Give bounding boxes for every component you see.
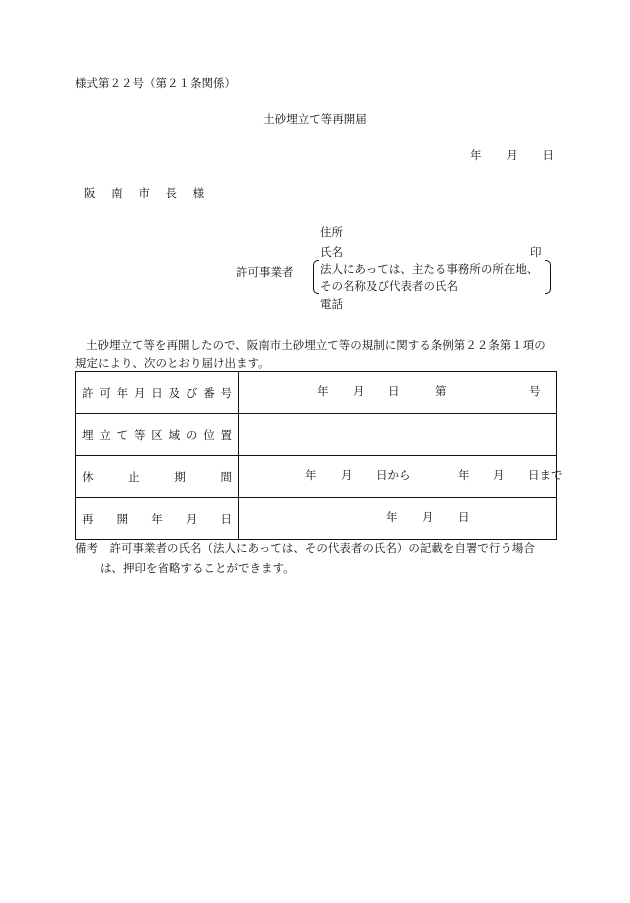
label-char: 月 bbox=[133, 385, 146, 400]
label-char: の bbox=[185, 427, 198, 442]
label-char: 号 bbox=[220, 385, 232, 400]
end-day-unit: 日まで bbox=[528, 467, 563, 482]
start-year-unit: 年 bbox=[305, 467, 317, 482]
label-char: 再 bbox=[82, 511, 94, 526]
addressee-char: 南 bbox=[111, 186, 129, 200]
label-char: 置 bbox=[220, 427, 232, 442]
site-location-field[interactable] bbox=[239, 414, 557, 456]
day-unit: 日 bbox=[388, 383, 400, 398]
number-prefix: 第 bbox=[435, 383, 447, 398]
row-label bbox=[76, 372, 239, 414]
remarks-line1: 備考 許可事業者の氏名（法人にあっては、その代表者の氏名）の記載を自署で行う場合 bbox=[75, 541, 535, 555]
year-unit: 年 bbox=[386, 509, 398, 524]
permit-holder-label: 許可事業者 bbox=[236, 265, 294, 279]
corp-note-line2: その名称及び代表者の氏名 bbox=[320, 279, 458, 293]
form-table bbox=[75, 371, 563, 540]
number-suffix: 号 bbox=[529, 383, 541, 398]
address-label: 住所 bbox=[320, 225, 343, 239]
submission-date bbox=[470, 150, 554, 162]
bracket-left bbox=[313, 260, 319, 294]
label-char: 及 bbox=[168, 385, 181, 400]
label-char: 期 bbox=[174, 469, 186, 484]
label-char: 日 bbox=[220, 511, 232, 526]
label-char: 位 bbox=[203, 427, 215, 442]
corp-note-line1: 法人にあっては、主たる事務所の所在地、 bbox=[320, 262, 539, 276]
label-char: 年 bbox=[151, 511, 163, 526]
body-text: 土砂埋立て等を再開したので、阪南市土砂埋立て等の規制に関する条例第２２条第１項の規定により、次のとおり届け出ます。 bbox=[75, 338, 546, 370]
form-number: 様式第２２号（第２１条関係） bbox=[75, 76, 236, 90]
addressee bbox=[84, 188, 210, 200]
label-char: 等 bbox=[133, 427, 146, 442]
row-label bbox=[76, 456, 239, 498]
end-month-unit: 月 bbox=[493, 467, 505, 482]
label-char: 区 bbox=[151, 427, 163, 442]
name-label: 氏名 bbox=[320, 245, 343, 259]
phone-label: 電話 bbox=[320, 297, 343, 311]
label-char: 休 bbox=[82, 469, 94, 484]
table-row bbox=[76, 372, 557, 414]
label-char: 可 bbox=[99, 385, 111, 400]
addressee-char: 長 bbox=[165, 186, 183, 200]
corporation-note bbox=[313, 260, 551, 292]
bracket-right bbox=[545, 260, 551, 294]
row-label bbox=[76, 498, 239, 540]
table-row bbox=[76, 414, 557, 456]
start-day-unit: 日から bbox=[376, 467, 411, 482]
table-row bbox=[76, 498, 557, 540]
label-char: 許 bbox=[82, 385, 94, 400]
day-unit: 日 bbox=[458, 509, 470, 524]
label-char: 年 bbox=[116, 385, 129, 400]
resumption-date-field[interactable] bbox=[239, 498, 557, 540]
date-year-label: 年 bbox=[470, 148, 482, 162]
addressee-char: 様 bbox=[192, 186, 211, 200]
label-char: 立 bbox=[99, 427, 111, 442]
end-year-unit: 年 bbox=[458, 467, 470, 482]
label-char: 日 bbox=[151, 385, 163, 400]
addressee-char: 市 bbox=[138, 186, 156, 200]
document-title: 土砂埋立て等再開届 bbox=[263, 112, 367, 126]
suspension-period-field[interactable] bbox=[239, 456, 563, 498]
year-unit: 年 bbox=[317, 383, 329, 398]
label-char: び bbox=[185, 385, 198, 400]
month-unit: 月 bbox=[422, 509, 434, 524]
remarks-line2: は、押印を省略することができます。 bbox=[100, 561, 295, 575]
start-month-unit: 月 bbox=[341, 467, 353, 482]
label-char: 間 bbox=[220, 469, 232, 484]
date-month-label: 月 bbox=[506, 148, 518, 162]
date-day-label: 日 bbox=[542, 148, 554, 162]
row-label bbox=[76, 414, 239, 456]
seal-label: 印 bbox=[530, 245, 542, 259]
label-char: 止 bbox=[128, 469, 140, 484]
label-char: 月 bbox=[185, 511, 198, 526]
label-char: 番 bbox=[203, 385, 215, 400]
label-char: 域 bbox=[168, 427, 181, 442]
month-unit: 月 bbox=[353, 383, 365, 398]
table-row bbox=[76, 456, 557, 498]
addressee-char: 阪 bbox=[84, 186, 102, 200]
label-char: 埋 bbox=[82, 427, 94, 442]
label-char: て bbox=[116, 427, 129, 442]
permit-date-number-field[interactable] bbox=[239, 372, 557, 414]
label-char: 開 bbox=[116, 511, 129, 526]
